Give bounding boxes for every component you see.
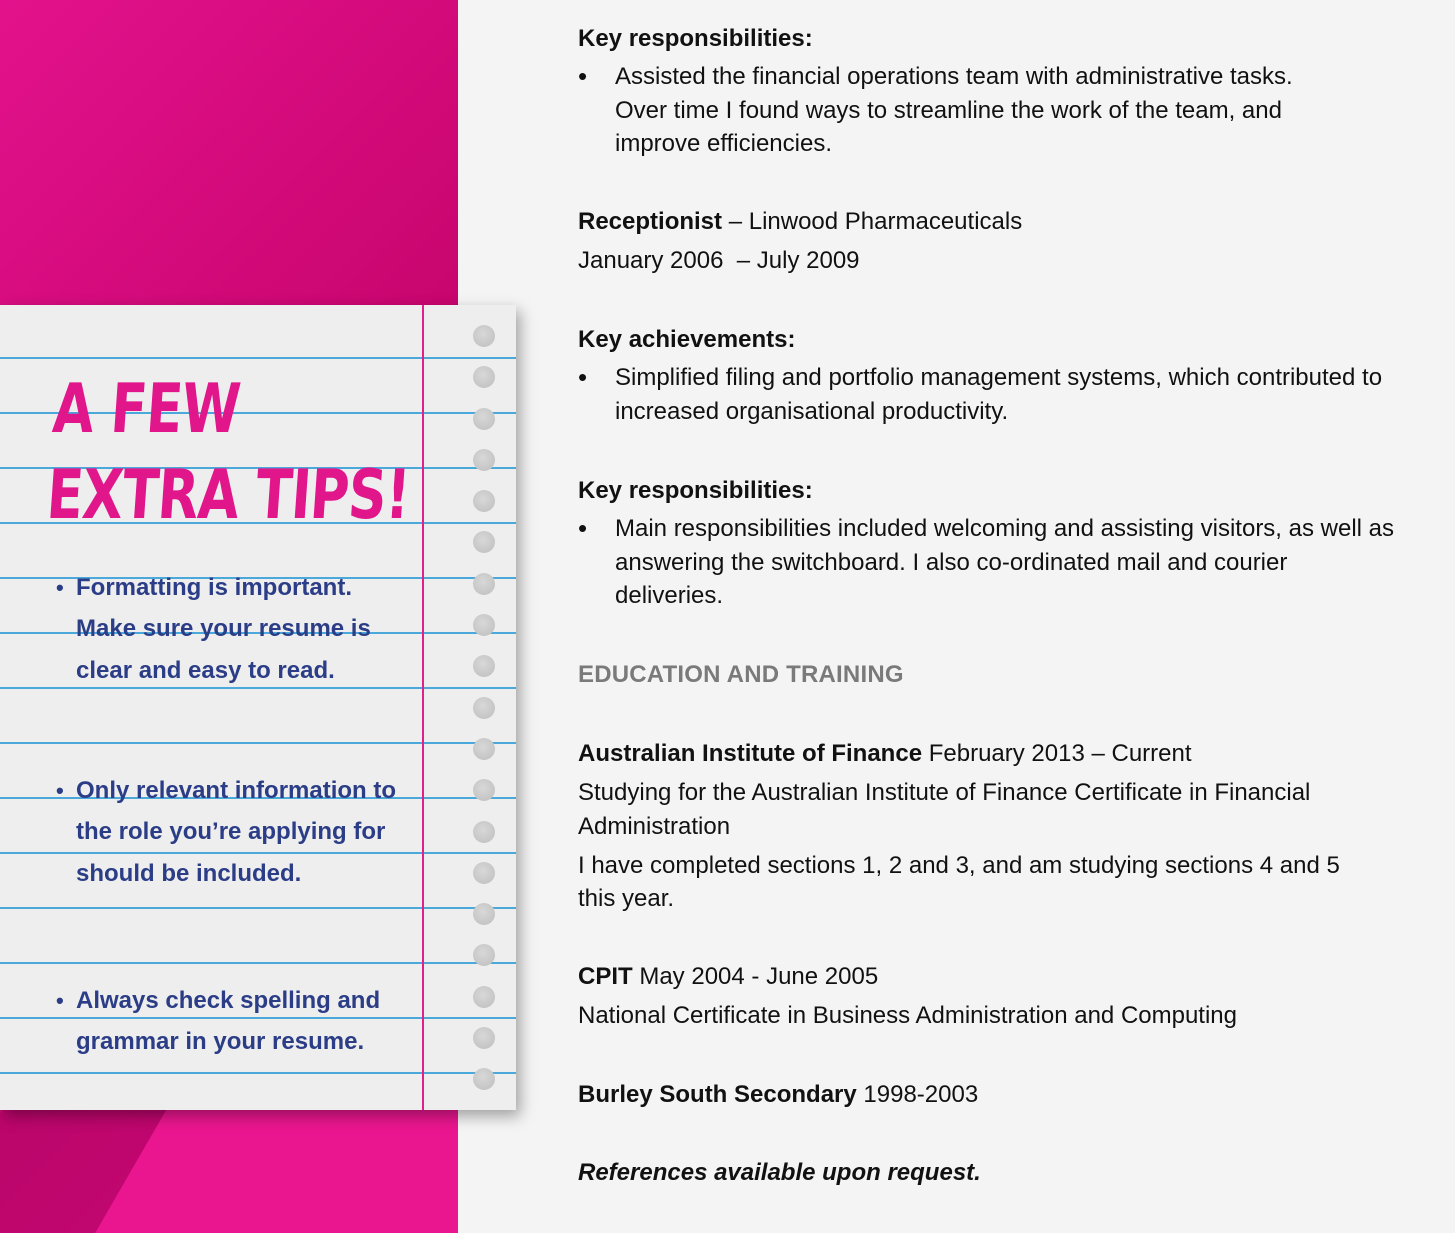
- education-dates: May 2004 - June 2005: [639, 963, 879, 990]
- bullet-icon: •: [56, 988, 64, 1013]
- binding-hole: [473, 779, 495, 801]
- bullet-icon: •: [56, 575, 64, 600]
- binding-hole: [473, 986, 495, 1008]
- list-item: • Simplified filing and portfolio management systems, which contributed to increased organisational productivity.: [578, 361, 1398, 428]
- subsection-heading: Key responsibilities:: [578, 477, 813, 504]
- institution-name: CPIT: [578, 963, 633, 990]
- education-detail: National Certificate in Business Administration and Computing: [578, 1002, 1238, 1030]
- binding-hole: [473, 531, 495, 553]
- job1-responsibilities: [578, 22, 1408, 160]
- job2-responsibilities: [578, 474, 1408, 612]
- binding-hole: [473, 573, 495, 595]
- tip-text: Formatting is important. Make sure your resume is clear and easy to read.: [76, 574, 371, 684]
- education-entry: [578, 1078, 1408, 1111]
- tips-title-line: A FEW: [50, 370, 243, 449]
- subsection-heading: Key responsibilities:: [578, 25, 813, 52]
- job-title-line: [578, 205, 1408, 238]
- education-dates: 1998-2003: [863, 1081, 979, 1108]
- education-entry: [578, 960, 1408, 1033]
- binding-hole: [473, 325, 495, 347]
- education-entry-header: [578, 960, 1408, 993]
- tip-item: [56, 567, 406, 691]
- binding-hole: [473, 944, 495, 966]
- binding-hole: [473, 366, 495, 388]
- references-note: References available upon request.: [578, 1159, 981, 1186]
- job2-header: [578, 205, 1408, 278]
- education-entry-header: [578, 1078, 1408, 1111]
- education-detail: I have completed sections 1, 2 and 3, and am studying sections 4 and 5 this year.: [578, 851, 1340, 913]
- binding-hole: [473, 903, 495, 925]
- binding-hole: [473, 490, 495, 512]
- job-dates: January 2006 – July 2009: [578, 247, 860, 275]
- binding-hole: [473, 1068, 495, 1090]
- binding-hole: [473, 614, 495, 636]
- tip-item: [56, 980, 406, 1063]
- list-item: • Main responsibilities included welcoming and assisting visitors, as well as answering the switchboard. I also co-ordinated mail and courier deliveries.: [578, 512, 1398, 612]
- education-entry: [578, 737, 1378, 915]
- bullet-list: [578, 512, 1398, 612]
- binding-hole: [473, 697, 495, 719]
- binding-hole: [473, 408, 495, 430]
- education-dates: February 2013 – Current: [928, 740, 1192, 767]
- binding-hole: [473, 1027, 495, 1049]
- tips-title-line: EXTRA TIPS!: [44, 456, 413, 535]
- tip-text: Always check spelling and grammar in your resume.: [76, 987, 381, 1056]
- notebook-binding-holes: [473, 325, 497, 1110]
- education-detail: Studying for the Australian Institute of Finance Certificate in Financial Administration: [578, 779, 1311, 840]
- bullet-list: [578, 60, 1308, 160]
- binding-hole: [473, 655, 495, 677]
- tip-text: Only relevant information to the role you’re applying for should be included.: [76, 777, 397, 887]
- binding-hole: [473, 738, 495, 760]
- notebook-margin-line: [422, 305, 424, 1110]
- bullet-icon: •: [56, 778, 64, 803]
- institution-name: Australian Institute of Finance: [578, 740, 923, 767]
- tips-title: [44, 367, 413, 539]
- subsection-heading: Key achievements:: [578, 326, 796, 353]
- section-title-education: EDUCATION AND TRAINING: [578, 661, 904, 688]
- binding-hole: [473, 449, 495, 471]
- tip-item: [56, 770, 406, 894]
- employer: – Linwood Pharmaceuticals: [728, 208, 1023, 235]
- bullet-list: [578, 361, 1398, 428]
- binding-hole: [473, 821, 495, 843]
- binding-hole: [473, 862, 495, 884]
- education-entry-header: [578, 737, 1378, 770]
- list-item: • Assisted the financial operations team with administrative tasks. Over time I found ways to streamline the work of the team, and improve efficiencies.: [578, 60, 1308, 160]
- job2-achievements: [578, 323, 1408, 428]
- tips-notebook-card: [0, 305, 516, 1110]
- institution-name: Burley South Secondary: [578, 1081, 857, 1108]
- job-title: Receptionist: [578, 208, 723, 235]
